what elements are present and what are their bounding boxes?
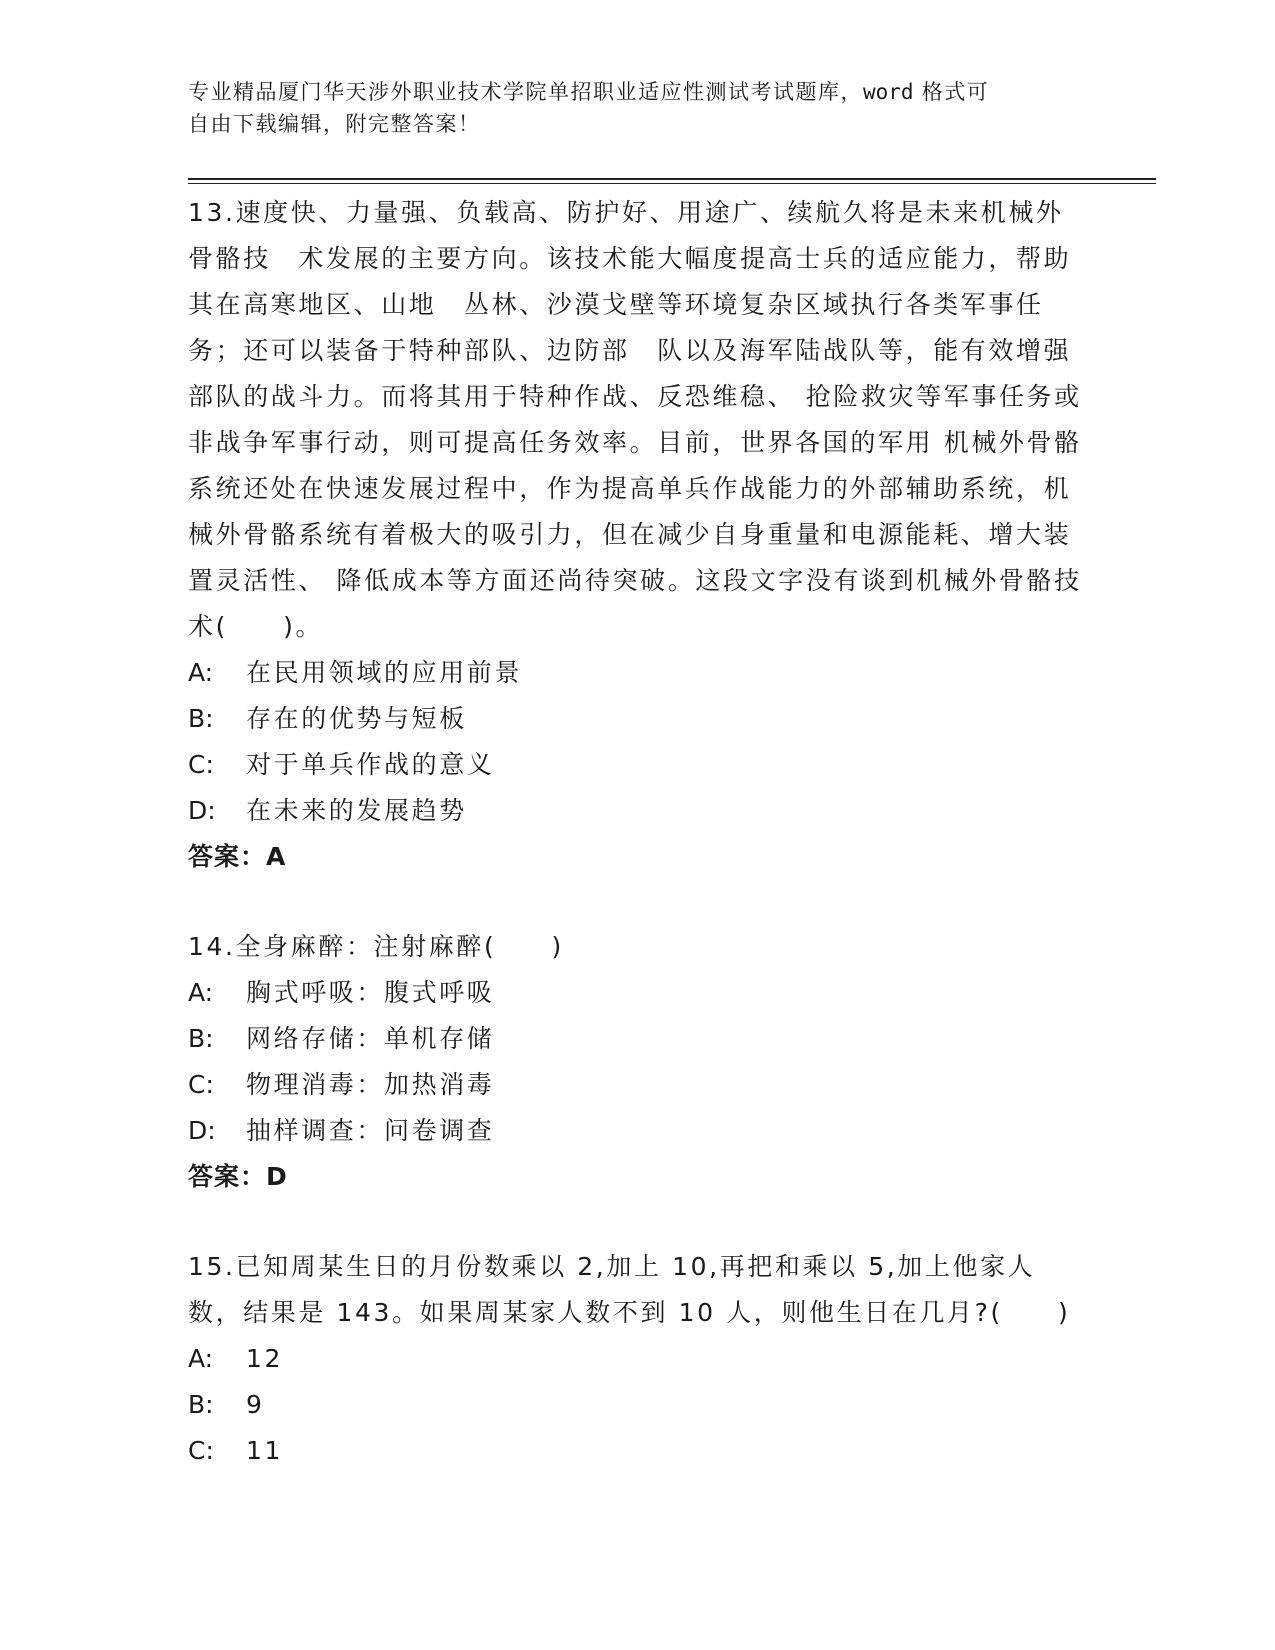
header-line-1: [188, 76, 1068, 108]
page-header: [188, 76, 1068, 140]
header-rule-thick: [188, 178, 1156, 180]
header-rule-thin: [188, 183, 1156, 184]
header-line-2: 自由下载编辑，附完整答案！: [188, 112, 481, 136]
option-a: [188, 970, 1088, 1016]
option-d: [188, 1108, 1088, 1154]
question-stem: 13.速度快、力量强、负载高、防护好、用途广、续航久将是未来机械外骨骼技 术发展的主要方向。该技术能大幅度提高士兵的适应能力，帮助其在高寒地区、山地 丛林、沙漠戈壁等环境复杂区域执行各类军事任务；还可以装备于特种部队、边防部 队以及海军陆战队等，能有效增强部队的战斗力。而将其用于特种作战、反恐维稳、 抢险救灾等军事任务或非战争军事行动，则可提高任务效率。目前，世界各国的军用 机械外骨骼系统还处在快速发展过程中，作为提高单兵作战能力的外部辅助系统，机 械外骨骼系统有着极大的吸引力，但在减少自身重量和电源能耗、增大装置灵活性、 降低成本等方面还尚待突破。这段文字没有谈到机械外骨骼技术( )。: [188, 198, 1099, 641]
option-c: [188, 1428, 1088, 1474]
option-c: [188, 742, 1088, 788]
option-key: A:: [188, 658, 214, 687]
question-stem: 15.已知周某生日的月份数乘以 2,加上 10,再把和乘以 5,加上他家人数，结果是 143。如果周某家人数不到 10 人，则他生日在几月?( ): [188, 1252, 1071, 1327]
option-text: 网络存储：单机存储: [246, 1024, 495, 1053]
header-text: 专业精品厦门华天涉外职业技术学院单招职业适应性测试考试题库，: [188, 80, 863, 104]
question-13: [188, 190, 1099, 880]
option-a: [188, 650, 1088, 696]
option-text: 物理消毒：加热消毒: [246, 1070, 495, 1099]
option-key: B:: [188, 1024, 214, 1053]
question-14: [188, 924, 1088, 1200]
option-text: 9: [246, 1390, 265, 1419]
question-stem: 14.全身麻醉：注射麻醉( ): [188, 932, 564, 961]
option-key: D:: [188, 1116, 216, 1145]
header-suffix: 格式可: [913, 80, 990, 104]
option-text: 11: [246, 1436, 284, 1465]
answer-line: 答案：A: [188, 842, 287, 871]
option-key: A:: [188, 1344, 214, 1373]
option-a: [188, 1336, 1088, 1382]
header-word: word: [863, 80, 914, 104]
option-text: 存在的优势与短板: [246, 704, 467, 733]
option-b: [188, 696, 1088, 742]
option-c: [188, 1062, 1088, 1108]
option-key: D:: [188, 796, 216, 825]
option-key: C:: [188, 1436, 214, 1465]
option-text: 抽样调查：问卷调查: [246, 1116, 495, 1145]
option-d: [188, 788, 1088, 834]
answer-line: 答案：D: [188, 1162, 288, 1191]
option-key: C:: [188, 750, 214, 779]
option-text: 在未来的发展趋势: [246, 796, 467, 825]
option-key: A:: [188, 978, 214, 1007]
option-text: 在民用领域的应用前景: [246, 658, 523, 687]
option-text: 胸式呼吸：腹式呼吸: [246, 978, 495, 1007]
question-list: [188, 190, 1099, 1474]
question-15: [188, 1244, 1088, 1474]
option-key: B:: [188, 1390, 214, 1419]
option-b: [188, 1016, 1088, 1062]
option-key: B:: [188, 704, 214, 733]
option-text: 12: [246, 1344, 284, 1373]
option-text: 对于单兵作战的意义: [246, 750, 495, 779]
option-b: [188, 1382, 1088, 1428]
option-key: C:: [188, 1070, 214, 1099]
